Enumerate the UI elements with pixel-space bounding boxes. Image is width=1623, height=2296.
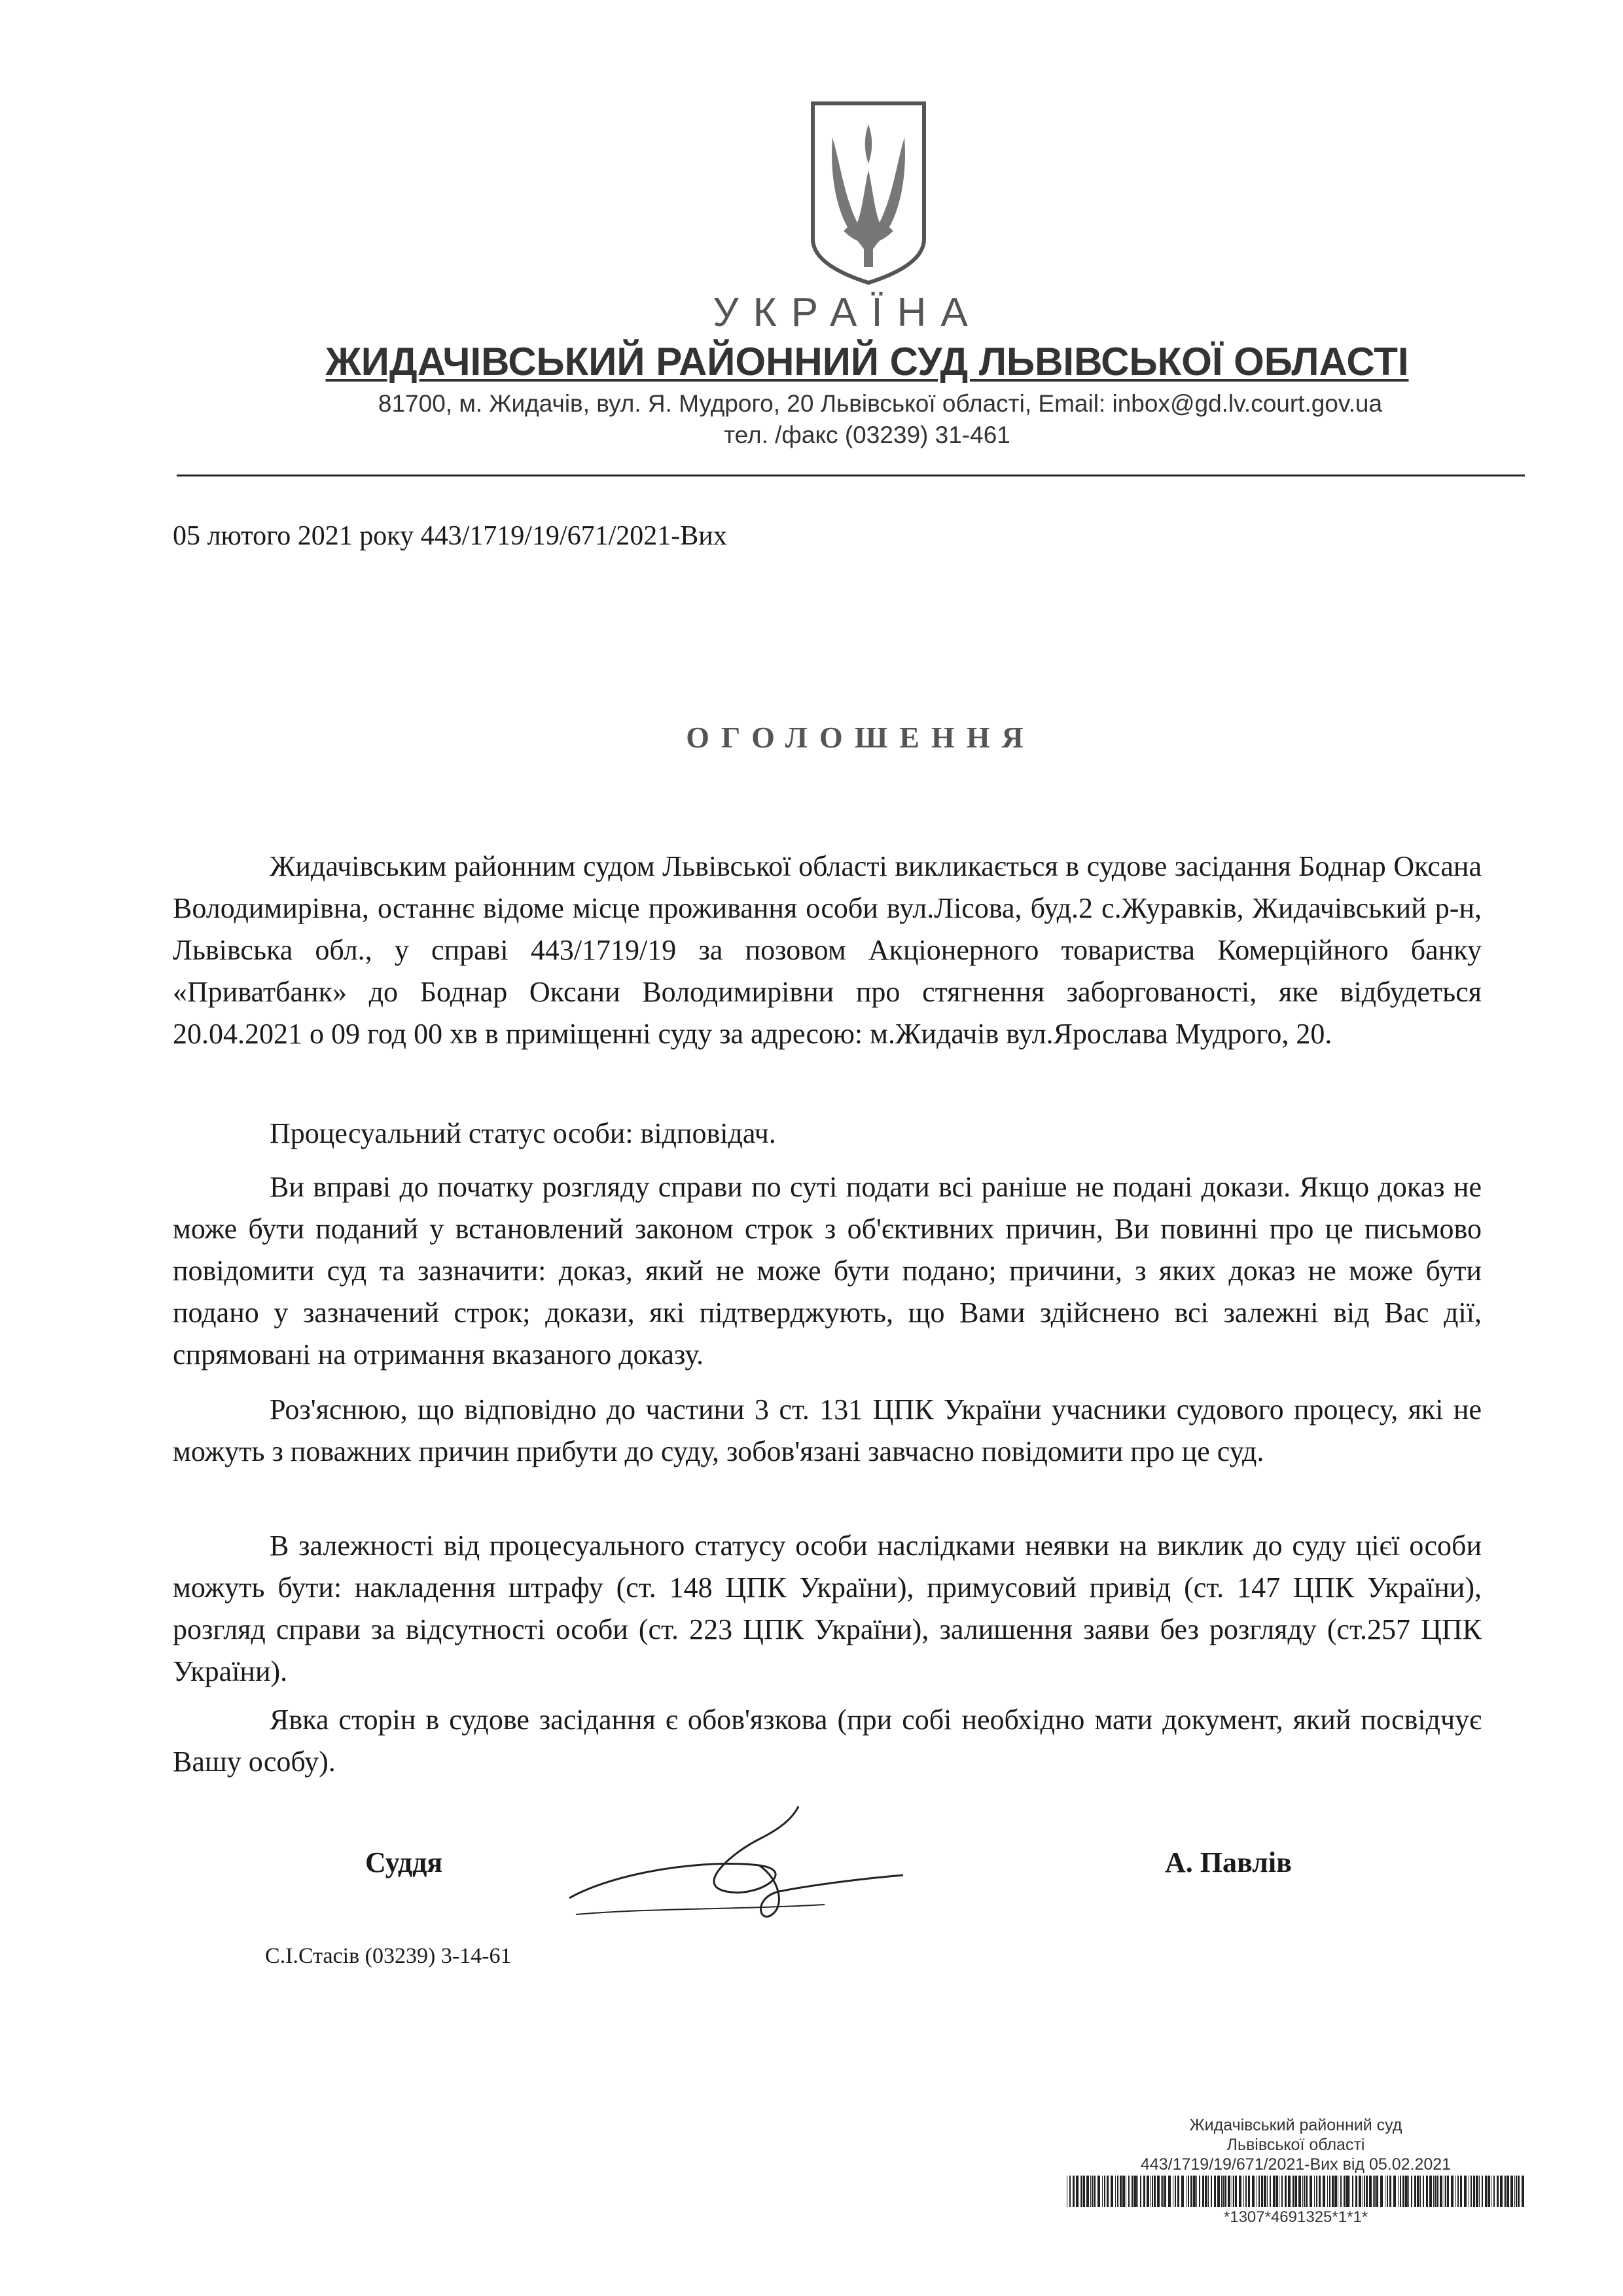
stamp-court-name: Жидачівський районний суд bbox=[1189, 2116, 1402, 2134]
court-address: 81700, м. Жидачів, вул. Я. Мудрого, 20 Львівської області, Email: inbox@gd.lv.court.gov.ua bbox=[378, 390, 1383, 417]
judge-role-label: Суддя bbox=[365, 1846, 443, 1878]
header-divider bbox=[177, 475, 1525, 476]
body-paragraph-status: Процесуальний статус особи: відповідач. bbox=[270, 1117, 776, 1149]
country-name: УКРАЇНА bbox=[713, 290, 982, 335]
document-title: ОГОЛОШЕННЯ bbox=[686, 721, 1035, 754]
date-reference: 05 лютого 2021 року 443/1719/19/671/2021-Вих bbox=[173, 521, 727, 551]
body-paragraph-summons: Жидачівським районним судом Львівської області викликається в судове засідання Боднар Оксана Володимирівна, останнє відоме місце проживання особи вул.Лісова, буд.2 с.Журавків, Жидачівський р-н, Львівська обл., у справі 443/1719/19 за позовом Акціонерного товариства Комерційного банку «Приватбанк» до Боднар Оксани Володимирівни про стягнення заборгованості, яке відбудеться 20.04.2021 о 09 год 00 хв в приміщенні суду за адресою: м.Жидачів вул.Ярослава Мудрого, 20. bbox=[173, 850, 1482, 1050]
barcode-icon bbox=[1067, 2176, 1525, 2207]
coat-of-arms-icon bbox=[806, 98, 931, 288]
executor-contact: С.І.Стасів (03239) 3-14-61 bbox=[265, 1944, 512, 1968]
judge-name: А. Павлів bbox=[1165, 1846, 1292, 1878]
court-name: ЖИДАЧІВСЬКИЙ РАЙОННИЙ СУД ЛЬВІВСЬКОЇ ОБЛАСТІ bbox=[325, 340, 1409, 384]
body-paragraph-consequences: В залежності від процесуального статусу особи наслідками неявки на виклик до суду цієї особи можуть бути: накладення штрафу (ст. 148 ЦПК України), примусовий привід (ст. 147 ЦПК України), розгляд справи за відсутності особи (ст. 223 ЦПК України), залишення заяви без розгляду (ст.257 ЦПК України). bbox=[173, 1530, 1482, 1687]
stamp-region: Львівської області bbox=[1226, 2136, 1365, 2154]
registration-stamp bbox=[1054, 2115, 1538, 2227]
body-paragraph-attendance: Явка сторін в судове засідання є обов'язкова (при собі необхідно мати документ, який посвідчує Вашу особу). bbox=[173, 1704, 1482, 1778]
barcode-number: *1307*4691325*1*1* bbox=[1223, 2208, 1368, 2226]
court-phone: тел. /факс (03239) 31-461 bbox=[724, 422, 1010, 448]
body-paragraph-evidence: Ви вправі до початку розгляду справи по суті подати всі раніше не подані докази. Якщо доказ не може бути поданий у встановлений законом строк з об'єктивних причин, Ви повинні про це письмово повідомити суд та зазначити: доказ, який не може бути подано; причини, з яких доказ не може бути подано у зазначений строк; докази, які підтверджують, що Вами здійснено всі залежні від Вас дії, спрямовані на отримання вказаного доказу. bbox=[173, 1171, 1482, 1371]
stamp-reference: 443/1719/19/671/2021-Вих від 05.02.2021 bbox=[1140, 2155, 1452, 2174]
body-paragraph-notice: Роз'яснюю, що відповідно до частини 3 ст. 131 ЦПК України учасники судового процесу, які не можуть з поважних причин прибути до суду, зобов'язані завчасно повідомити про це суд. bbox=[173, 1393, 1482, 1467]
signature-drawing bbox=[563, 1793, 929, 1937]
